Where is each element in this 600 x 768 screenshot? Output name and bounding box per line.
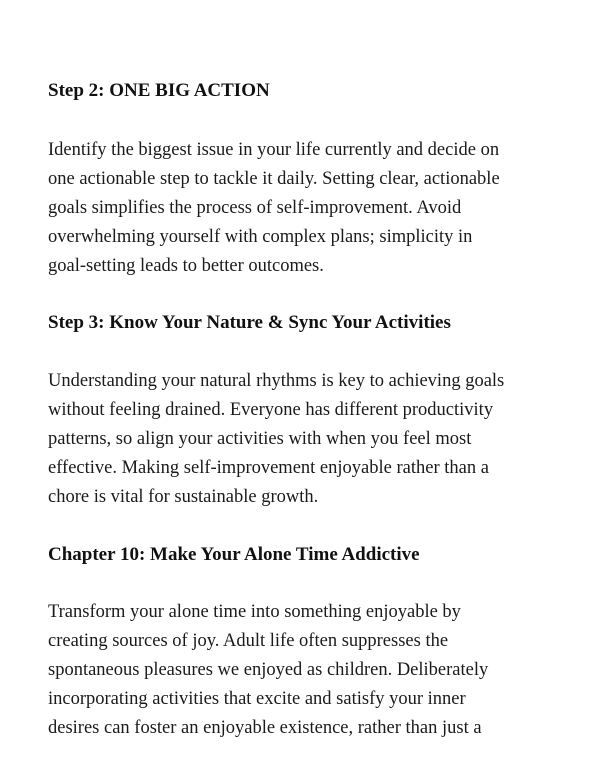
paragraph-line: overwhelming yourself with complex plans; simplicity in	[48, 227, 473, 247]
paragraph-line: desires can foster an enjoyable existence, rather than just a	[48, 718, 482, 738]
section-heading-step-3: Step 3: Know Your Nature & Sync Your Activities	[48, 312, 451, 333]
paragraph-line: one actionable step to tackle it daily. Setting clear, actionable	[48, 169, 500, 189]
section-heading-step-2: Step 2: ONE BIG ACTION	[48, 80, 270, 101]
section-paragraph-step-3	[48, 367, 504, 512]
paragraph-line: goals simplifies the process of self-improvement. Avoid	[48, 198, 462, 218]
section-paragraph-chapter-10	[48, 598, 488, 743]
paragraph-line: goal-setting leads to better outcomes.	[48, 256, 324, 276]
paragraph-line: without feeling drained. Everyone has different productivity	[48, 400, 494, 420]
paragraph-line: Identify the biggest issue in your life currently and decide on	[48, 140, 500, 160]
paragraph-line: Transform your alone time into something enjoyable by	[48, 602, 461, 622]
paragraph-line: spontaneous pleasures we enjoyed as children. Deliberately	[48, 660, 489, 680]
paragraph-line: incorporating activities that excite and satisfy your inner	[48, 689, 466, 709]
paragraph-line: creating sources of joy. Adult life often suppresses the	[48, 631, 449, 651]
section-paragraph-step-2	[48, 136, 500, 281]
paragraph-line: patterns, so align your activities with when you feel most	[48, 429, 472, 449]
paragraph-line: Understanding your natural rhythms is key to achieving goals	[48, 371, 505, 391]
paragraph-line: effective. Making self-improvement enjoyable rather than a	[48, 458, 489, 478]
chapter-heading-chapter-10: Chapter 10: Make Your Alone Time Addictive	[48, 544, 420, 565]
paragraph-line: chore is vital for sustainable growth.	[48, 487, 319, 507]
